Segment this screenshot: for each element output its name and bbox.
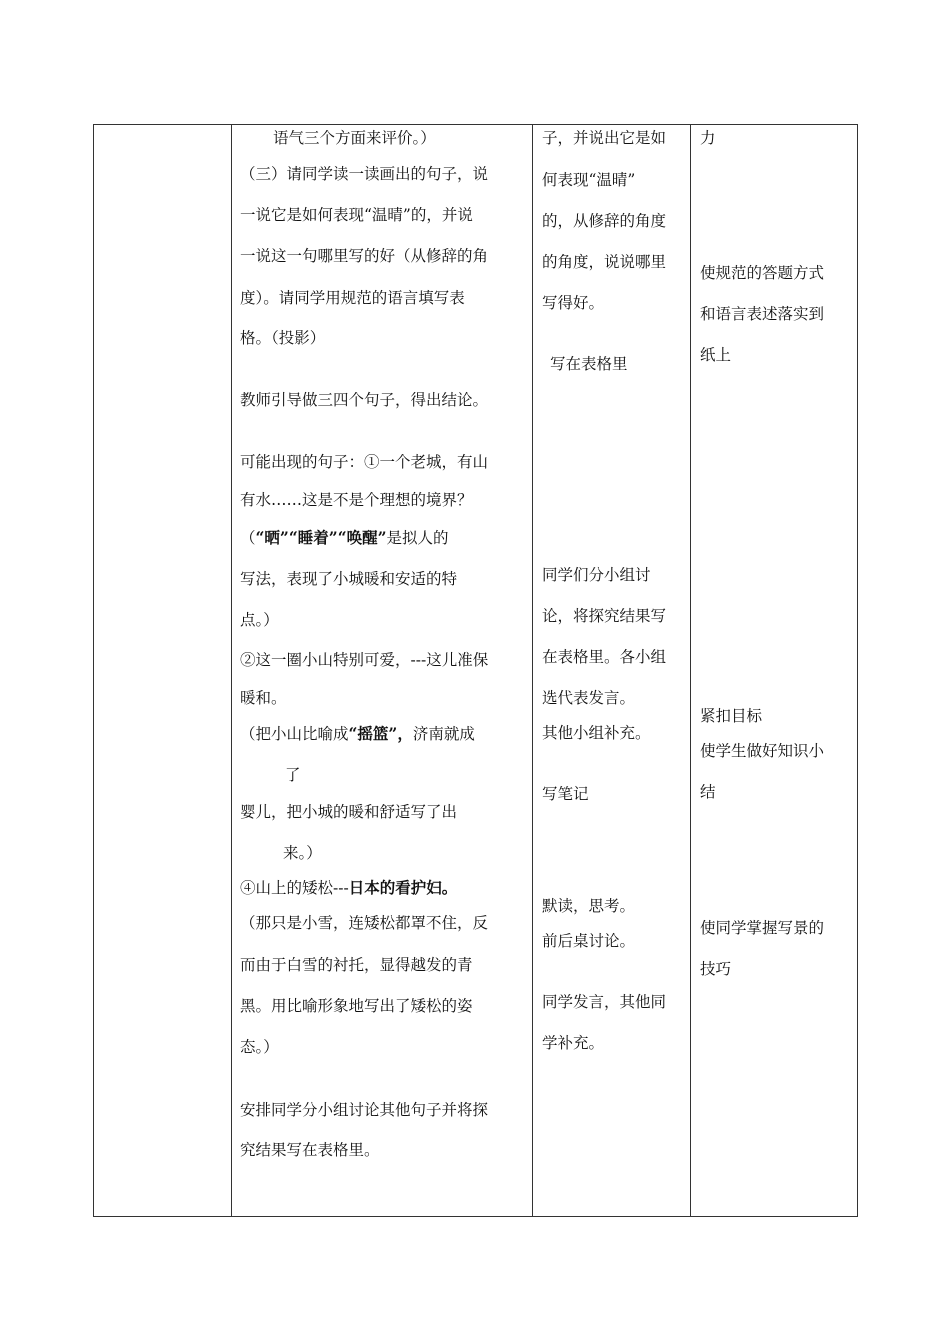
text-line: 而由于白雪的衬托，显得越发的青 [240,956,473,974]
text-line: （三）请同学读一读画出的句子，说 [240,165,489,183]
text-line: 使学生做好知识小 [700,742,825,760]
text-line: 结 [700,783,716,801]
text-line: 黑。用比喻形象地写出了矮松的姿 [240,997,473,1015]
text-line: 的角度，说说哪里 [542,253,667,271]
text-line: 一说它是如何表现“温晴”的，并说 [240,206,473,224]
text-line: 可能出现的句子：①一个老城，有山 [240,453,489,471]
lesson-table [93,124,858,1217]
text-line: 有水……这是不是个理想的境界？ [240,491,473,509]
text-line: ②这一圈小山特别可爱，---这儿准保 [240,651,489,669]
keyword: “唤醒” [337,528,387,547]
text-line: （那只是小雪，连矮松都罩不住，反 [240,914,489,932]
text-line: 在表格里。各小组 [542,648,667,666]
text-line: 同学们分小组讨 [542,566,651,584]
text-line [240,724,475,744]
keyword: “摇篮”， [348,724,413,743]
text-line: 度）。请同学用规范的语言填写表 [240,289,465,307]
text-line: 格。（投影） [240,329,326,347]
text-line: 使同学掌握写景的 [700,919,825,937]
text-line: 纸上 [700,346,732,364]
text-line: 学补充。 [542,1034,605,1052]
text-line: 婴儿，把小城的暖和舒适写了出 [240,803,458,821]
text-line: 一说这一句哪里写的好（从修辞的角 [240,247,489,265]
keyword: “睡着” [288,528,338,547]
column-divider [231,125,232,1216]
text-line: 点。） [240,611,279,629]
text-line: 选代表发言。 [542,689,636,707]
text-line: 写在表格里 [550,355,628,373]
text-line: 默读，思考。 [542,897,636,915]
text-span: 是拟人的 [386,529,449,547]
text-line: 的，从修辞的角度 [542,212,667,230]
keyword: 日本的看护妇。 [348,878,458,897]
text-span: 济南就成 [412,725,475,743]
text-line: 暖和。 [240,689,287,707]
text-line: 力 [700,129,716,147]
text-line: 子，并说出它是如 [542,129,667,147]
text-line: 其他小组补充。 [542,724,651,742]
text-span: （把小山比喻成 [240,725,349,743]
keyword: “晒” [255,528,289,547]
text-line: 教师引导做三四个句子，得出结论。 [240,391,489,409]
text-line: 紧扣目标 [700,707,763,725]
text-line: 来。） [283,844,322,862]
text-line: 写得好。 [542,294,605,312]
text-line: 安排同学分小组讨论其他句子并将探 [240,1101,489,1119]
text-line: 了 [285,766,301,784]
text-line: 前后桌讨论。 [542,932,636,950]
column-divider [532,125,533,1216]
column-divider [690,125,691,1216]
text-line [240,878,457,898]
text-line [240,528,449,548]
text-line: 同学发言，其他同 [542,993,667,1011]
text-line: 语气三个方面来评价。） [273,129,436,147]
text-line: 论，将探究结果写 [542,607,667,625]
text-line: 究结果写在表格里。 [240,1141,380,1159]
text-line: 何表现“温晴” [542,171,636,189]
text-line: 技巧 [700,960,732,978]
text-line: 和语言表述落实到 [700,305,825,323]
text-line: 写法，表现了小城暖和安适的特 [240,570,458,588]
text-line: 写笔记 [542,785,589,803]
paren-open: （ [240,529,256,547]
text-span: ④山上的矮松--- [240,879,349,897]
text-line: 态。） [240,1038,279,1056]
text-line: 使规范的答题方式 [700,264,825,282]
